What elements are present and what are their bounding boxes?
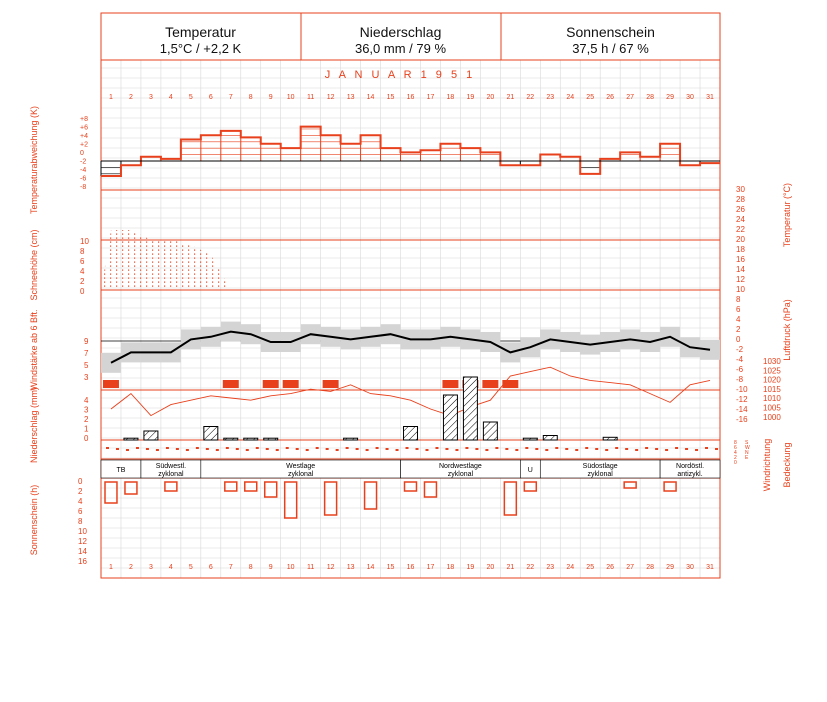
wind-bar xyxy=(482,380,498,388)
header-value: 1,5°C / +2,2 K xyxy=(159,41,242,56)
wind-direction-mark xyxy=(276,449,279,451)
day-label: 5 xyxy=(188,94,193,101)
wind-direction-mark xyxy=(665,449,668,451)
day-label: 9 xyxy=(268,94,273,101)
day-label: 7 xyxy=(228,564,233,571)
sunshine-bar xyxy=(265,482,277,497)
snow-tick: 2 xyxy=(80,277,85,286)
day-label: 27 xyxy=(626,94,635,101)
left-axis-label: Schneehöhe (cm) xyxy=(29,229,39,301)
temperature-tick: 28 xyxy=(736,195,745,204)
wind-bar xyxy=(103,380,119,388)
snow-tick: 8 xyxy=(80,247,85,256)
wind-direction-mark xyxy=(465,447,468,449)
wind-direction-mark xyxy=(226,447,229,449)
temperature-tick: -8 xyxy=(736,375,744,384)
cover-tick: 8 xyxy=(734,440,737,446)
day-label: 16 xyxy=(406,564,415,571)
day-label: 24 xyxy=(566,564,575,571)
deviation-line xyxy=(101,127,720,176)
wind-direction-tick: E xyxy=(745,455,749,461)
temperature-tick: 4 xyxy=(736,315,741,324)
temperature-tick: -2 xyxy=(736,345,744,354)
precip-bar xyxy=(543,436,557,441)
snow-tick: 6 xyxy=(80,257,85,266)
wind-direction-mark xyxy=(655,448,658,450)
sunshine-bar xyxy=(105,482,117,503)
deviation-tick: +8 xyxy=(80,116,88,123)
wind-direction-mark xyxy=(645,447,648,449)
header-value: 37,5 h / 67 % xyxy=(572,41,649,56)
wind-direction-mark xyxy=(396,449,399,451)
precip-bar xyxy=(603,437,617,440)
weather-type-label: antizykl. xyxy=(677,471,703,478)
precip-bar xyxy=(443,395,457,440)
wind-direction-mark xyxy=(715,448,718,450)
temperature-tick: -6 xyxy=(736,365,744,374)
day-label: 15 xyxy=(386,564,395,571)
precip-tick: 0 xyxy=(84,434,89,443)
wind-direction-mark xyxy=(266,448,269,450)
day-label: 3 xyxy=(148,94,153,101)
day-label: 2 xyxy=(128,94,133,101)
wind-direction-mark xyxy=(306,449,309,451)
snow-tick: 10 xyxy=(80,237,89,246)
header-title: Temperatur xyxy=(165,24,236,40)
precip-bar xyxy=(463,377,477,440)
day-label: 18 xyxy=(446,94,455,101)
sunshine-bar xyxy=(424,482,436,497)
day-label: 30 xyxy=(686,94,694,101)
weather-type-label: zyklonal xyxy=(288,471,314,478)
day-label: 1 xyxy=(109,94,113,101)
wind-direction-mark xyxy=(605,449,608,451)
sunshine-bar xyxy=(225,482,237,491)
wind-direction-mark xyxy=(156,449,159,451)
day-label: 22 xyxy=(526,94,535,101)
day-label: 10 xyxy=(286,564,295,571)
sunshine-bar xyxy=(285,482,297,518)
precip-bar xyxy=(264,438,278,440)
weather-type-label: Nordwestlage xyxy=(439,463,482,470)
wind-bar xyxy=(223,380,239,388)
deviation-tick: 0 xyxy=(80,150,84,157)
header-value: 36,0 mm / 79 % xyxy=(354,41,447,56)
wind-direction-mark xyxy=(416,448,419,450)
pressure-tick: 1000 xyxy=(763,412,781,422)
temperature-tick: -16 xyxy=(736,415,748,424)
wind-direction-mark xyxy=(585,447,588,449)
deviation-tick: -4 xyxy=(80,167,87,174)
weather-type-label: zyklonal xyxy=(158,471,184,478)
wind-direction-mark xyxy=(166,447,169,449)
day-label: 28 xyxy=(646,564,655,571)
wind-direction-mark xyxy=(116,448,119,450)
day-label: 24 xyxy=(566,94,575,101)
day-label: 14 xyxy=(366,564,375,571)
left-axis-label: Sonnenschein (h) xyxy=(29,484,39,556)
wind-bar xyxy=(502,380,518,388)
cover-tick: 2 xyxy=(734,455,737,461)
snow-tick: 0 xyxy=(80,287,85,296)
day-label: 1 xyxy=(109,564,113,571)
temperature-tick: 0 xyxy=(736,335,741,344)
left-axis-label: Windstärke ab 6 Bft. xyxy=(29,309,39,391)
day-label: 10 xyxy=(286,94,295,101)
temperature-tick: 8 xyxy=(736,295,741,304)
wind-direction-mark xyxy=(106,447,109,449)
wind-direction-mark xyxy=(216,449,219,451)
wind-direction-mark xyxy=(485,449,488,451)
cover-tick: 4 xyxy=(734,450,737,456)
day-label: 7 xyxy=(228,94,233,101)
day-label: 20 xyxy=(486,94,495,101)
day-label: 29 xyxy=(666,94,674,101)
precip-tick: 3 xyxy=(84,405,89,415)
sunshine-bar xyxy=(365,482,377,509)
wind-direction-mark xyxy=(356,448,359,450)
sunshine-bar xyxy=(624,482,636,488)
temperature-tick: 18 xyxy=(736,245,745,254)
wind-direction-mark xyxy=(326,448,329,450)
temperature-tick: 12 xyxy=(736,275,745,284)
temperature-tick: 2 xyxy=(736,325,741,334)
right-axis-label: Luftdruck (hPa) xyxy=(782,299,792,361)
temperature-tick: 24 xyxy=(736,215,745,224)
day-label: 18 xyxy=(446,564,455,571)
day-label: 21 xyxy=(506,94,515,101)
wind-direction-mark xyxy=(555,447,558,449)
wind-direction-mark xyxy=(615,447,618,449)
day-label: 11 xyxy=(307,564,315,571)
deviation-tick: -8 xyxy=(80,184,87,191)
precip-bar xyxy=(244,438,258,440)
cover-tick: 0 xyxy=(734,460,737,466)
precip-bar xyxy=(523,438,537,440)
deviation-tick: -6 xyxy=(80,175,87,183)
day-label: 12 xyxy=(326,564,335,571)
day-label: 13 xyxy=(346,94,355,101)
temperature-tick: -10 xyxy=(736,385,748,394)
sunshine-bar xyxy=(245,482,257,491)
wind-direction-mark xyxy=(455,449,458,451)
sunshine-tick: 14 xyxy=(78,547,87,556)
sunshine-tick: 16 xyxy=(78,557,87,566)
wind-bar xyxy=(283,380,299,388)
pressure-tick: 1030 xyxy=(763,357,781,366)
wind-direction-mark xyxy=(525,447,528,449)
temperature-tick: 20 xyxy=(736,235,745,244)
wind-direction-mark xyxy=(475,448,478,450)
wind-bar xyxy=(442,380,458,388)
wind-direction-mark xyxy=(206,448,209,450)
wind-direction-mark xyxy=(705,447,708,449)
day-label: 19 xyxy=(466,564,475,571)
day-label: 11 xyxy=(307,94,315,101)
day-label: 23 xyxy=(546,564,555,571)
weather-type-label: Südwestl. xyxy=(155,463,187,470)
precip-bar xyxy=(204,427,218,441)
day-label: 13 xyxy=(346,564,355,571)
wind-direction-mark xyxy=(565,448,568,450)
day-label: 2 xyxy=(128,564,133,571)
day-label: 30 xyxy=(686,564,694,571)
day-label: 31 xyxy=(706,94,714,101)
temperature-tick: -4 xyxy=(736,355,744,364)
wind-direction-mark xyxy=(126,449,129,451)
wind-direction-mark xyxy=(545,449,548,451)
day-label: 9 xyxy=(268,564,273,571)
day-label: 29 xyxy=(666,564,674,571)
sunshine-tick: 12 xyxy=(78,537,87,546)
day-label: 19 xyxy=(466,94,475,101)
header-title: Niederschlag xyxy=(359,24,442,40)
precip-bar xyxy=(144,431,158,440)
wind-direction-tick: W xyxy=(745,445,750,451)
day-label: 21 xyxy=(506,564,515,571)
left-axis-label: Niederschlag (mm) xyxy=(29,386,39,464)
temperature-tick: 14 xyxy=(736,265,745,274)
deviation-tick: +6 xyxy=(80,124,88,132)
weather-type-label: TB xyxy=(116,467,126,474)
weather-type-label: Nordöstl. xyxy=(676,463,705,470)
wind-direction-mark xyxy=(236,448,239,450)
day-label: 14 xyxy=(366,94,375,101)
wind-direction-mark xyxy=(386,448,389,450)
wind-direction-mark xyxy=(196,447,199,449)
wind-tick: 5 xyxy=(84,361,89,370)
temperature-tick: 10 xyxy=(736,285,745,294)
sunshine-bar xyxy=(664,482,676,491)
day-label: 8 xyxy=(248,94,253,101)
day-label: 6 xyxy=(208,94,213,101)
wind-bar xyxy=(323,380,339,388)
temperature-tick: 22 xyxy=(736,225,745,234)
temperature-tick: 16 xyxy=(736,255,745,264)
wind-direction-mark xyxy=(425,449,428,451)
wind-direction-tick: S xyxy=(745,440,749,446)
pressure-tick: 1005 xyxy=(763,403,781,413)
precip-bar xyxy=(483,422,497,440)
day-label: 4 xyxy=(168,564,173,571)
weather-type-label: zyklonal xyxy=(587,471,613,478)
precip-bar xyxy=(404,427,418,441)
day-label: 3 xyxy=(148,564,153,571)
precip-tick: 1 xyxy=(84,424,89,434)
wind-direction-mark xyxy=(136,447,139,449)
wind-direction-mark xyxy=(286,447,289,449)
wind-direction-mark xyxy=(186,449,189,451)
wind-direction-mark xyxy=(316,447,319,449)
temperature-tick: 26 xyxy=(736,205,745,214)
day-label: 23 xyxy=(546,94,555,101)
wind-direction-mark xyxy=(336,449,339,451)
wind-direction-mark xyxy=(246,449,249,451)
precip-bar xyxy=(124,438,138,440)
wind-direction-mark xyxy=(625,448,628,450)
day-label: 17 xyxy=(426,564,435,571)
sunshine-bar xyxy=(524,482,536,491)
day-label: 31 xyxy=(706,564,714,571)
right-axis-label: Bedeckung xyxy=(782,442,792,488)
day-label: 12 xyxy=(326,94,335,101)
deviation-tick: -2 xyxy=(80,158,87,166)
weather-type-label: Südostlage xyxy=(582,463,618,470)
sunshine-tick: 2 xyxy=(78,487,83,496)
sunshine-bar xyxy=(165,482,177,491)
wind-direction-mark xyxy=(146,448,149,450)
precip-tick: 2 xyxy=(84,415,89,424)
temperature-tick: -12 xyxy=(736,395,748,404)
wind-bar xyxy=(263,380,279,388)
pressure-tick: 1010 xyxy=(763,394,781,404)
day-label: 6 xyxy=(208,564,213,571)
wind-direction-mark xyxy=(695,449,698,451)
sunshine-bar xyxy=(504,482,516,515)
wind-direction-mark xyxy=(515,449,518,451)
wind-direction-mark xyxy=(435,447,438,449)
wind-direction-mark xyxy=(406,447,409,449)
sunshine-tick: 4 xyxy=(78,497,83,506)
wind-direction-tick: N xyxy=(745,450,749,456)
wind-direction-mark xyxy=(635,449,638,451)
day-label: 25 xyxy=(586,564,595,571)
temperature-tick: 6 xyxy=(736,305,741,314)
day-label: 15 xyxy=(386,94,395,101)
deviation-tick: +4 xyxy=(80,133,88,140)
day-label: 17 xyxy=(426,94,435,101)
wind-direction-mark xyxy=(176,448,179,450)
deviation-tick: +2 xyxy=(80,141,88,149)
wind-direction-mark xyxy=(575,449,578,451)
pressure-tick: 1025 xyxy=(763,366,781,376)
month-title: J A N U A R 1 9 5 1 xyxy=(324,69,476,81)
weather-type-label: zyklonal xyxy=(447,471,474,478)
weather-type-label: Westlage xyxy=(286,463,316,470)
wind-direction-mark xyxy=(376,447,379,449)
wind-direction-mark xyxy=(346,447,349,449)
precip-bar xyxy=(224,438,238,440)
sunshine-bar xyxy=(405,482,417,491)
wind-direction-mark xyxy=(595,448,598,450)
day-label: 26 xyxy=(606,94,615,101)
wind-direction-mark xyxy=(535,448,538,450)
snow-area xyxy=(101,230,710,290)
snow-tick: 4 xyxy=(80,267,85,276)
sunshine-tick: 10 xyxy=(78,527,87,536)
wind-direction-mark xyxy=(505,448,508,450)
header-title: Sonnenschein xyxy=(566,24,655,40)
right-axis-label: Windrichtung xyxy=(762,438,772,492)
day-label: 28 xyxy=(646,94,655,101)
day-label: 27 xyxy=(626,564,635,571)
wind-direction-mark xyxy=(495,447,498,449)
sunshine-tick: 8 xyxy=(78,517,83,526)
wind-direction-mark xyxy=(256,447,259,449)
sunshine-tick: 6 xyxy=(78,507,83,516)
wind-tick: 7 xyxy=(84,349,89,358)
wind-direction-mark xyxy=(445,448,448,450)
day-label: 5 xyxy=(188,564,193,571)
wind-direction-mark xyxy=(675,447,678,449)
precip-bar xyxy=(344,438,358,440)
sunshine-tick: 0 xyxy=(78,477,83,486)
cover-tick: 6 xyxy=(734,445,737,451)
weather-type-label: U xyxy=(527,467,533,474)
wind-tick: 9 xyxy=(84,337,89,346)
wind-tick: 3 xyxy=(84,373,89,382)
sunshine-bar xyxy=(325,482,337,515)
day-label: 4 xyxy=(168,94,173,101)
wind-direction-mark xyxy=(296,448,299,450)
left-axis-label: Temperaturabweichung (K) xyxy=(29,105,39,215)
wind-direction-mark xyxy=(685,448,688,450)
day-label: 20 xyxy=(486,564,495,571)
temperature-tick: 30 xyxy=(736,185,745,194)
pressure-tick: 1015 xyxy=(763,384,781,394)
precip-tick: 4 xyxy=(84,396,89,405)
day-label: 26 xyxy=(606,564,615,571)
wind-direction-mark xyxy=(366,449,369,451)
day-label: 22 xyxy=(526,564,535,571)
day-label: 16 xyxy=(406,94,415,101)
day-label: 25 xyxy=(586,94,595,101)
right-axis-label: Temperatur (°C) xyxy=(782,182,792,248)
temperature-tick: -14 xyxy=(736,405,748,414)
pressure-tick: 1020 xyxy=(763,375,781,385)
day-label: 8 xyxy=(248,564,253,571)
